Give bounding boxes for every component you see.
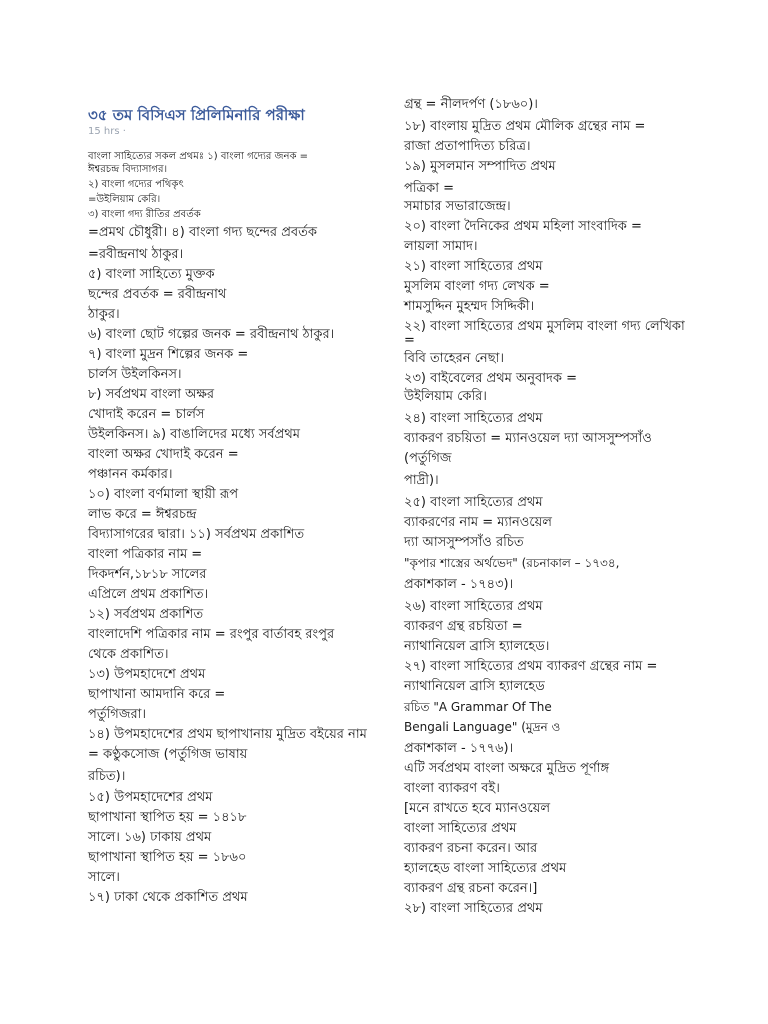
text-line: "কৃপার শাস্ত্রের অর্থভেদ" (রচনাকাল – ১৭৩৪, bbox=[404, 556, 620, 570]
text-line: মুসলিম বাংলা গদ্য লেখক = bbox=[404, 279, 550, 294]
text-line: ঈশ্বরচন্দ্র বিদ্যাসাগর। bbox=[88, 164, 168, 175]
text-line: ন্যাথানিয়েল ব্রাসি হ্যালহেড। bbox=[404, 639, 550, 654]
text-line: ১৯) মুসলমান সম্পাদিত প্রথম bbox=[404, 159, 556, 174]
text-line: বাংলা সাহিত্যের প্রথম bbox=[404, 821, 517, 836]
text-line: সমাচার সভারাজেন্দ্র। bbox=[404, 199, 511, 214]
post-timestamp[interactable]: 15 hrs · bbox=[88, 126, 126, 137]
text-line: ১৭) ঢাকা থেকে প্রকাশিত প্রথম bbox=[88, 890, 248, 905]
text-line: এপ্রিলে প্রথম প্রকাশিত। bbox=[88, 587, 209, 602]
text-line: ২৮) বাংলা সাহিত্যের প্রথম bbox=[404, 901, 543, 916]
text-line: ৩) বাংলা গদ্য রীতির প্রবর্তক bbox=[88, 209, 201, 220]
text-line: বাংলা ব্যাকরণ বই। bbox=[404, 781, 500, 796]
text-line: লায়লা সামাদ। bbox=[404, 239, 478, 254]
text-line: ২৩) বাইবেলের প্রথম অনুবাদক = bbox=[404, 371, 577, 386]
text-line: ৬) বাংলা ছোট গল্পের জনক = রবীন্দ্রনাথ ঠাকুর। bbox=[88, 327, 335, 342]
text-line: [মনে রাখতে হবে ম্যানওয়েল bbox=[404, 801, 551, 816]
text-line: সালে। bbox=[88, 870, 120, 885]
text-line: প্রকাশকাল - ১৭৭৬)। bbox=[404, 741, 514, 756]
text-line: (পর্তুগিজ bbox=[404, 451, 452, 466]
text-line: =প্রমথ চৌধুরী। ৪) বাংলা গদ্য ছন্দের প্রবর্তক bbox=[88, 225, 317, 240]
text-line: পত্রিকা = bbox=[404, 181, 454, 196]
text-line: উইলকিনস। ৯) বাঙালিদের মধ্যে সর্বপ্রথম bbox=[88, 427, 301, 442]
text-line: খোদাই করেন = চার্লস bbox=[88, 407, 205, 422]
text-line: দ্যা আসসুম্পসাঁও রচিত bbox=[404, 535, 524, 550]
text-line: সালে। ১৬) ঢাকায় প্রথম bbox=[88, 830, 212, 845]
text-line: গ্রন্থ = নীলদর্পণ (১৮৬০)। bbox=[404, 97, 538, 112]
text-line: পাদ্রী)। bbox=[404, 473, 439, 488]
text-line: ৫) বাংলা সাহিত্যে মুক্তক bbox=[88, 267, 215, 282]
text-line: লাভ করে = ঈশ্বরচন্দ্র bbox=[88, 507, 197, 522]
text-line: পঞ্চানন কর্মকার। bbox=[88, 467, 173, 482]
text-line: ৭) বাংলা মুদ্রন শিল্পের জনক = bbox=[88, 347, 249, 362]
text-line: রাজা প্রতাপাদিত্য চরিত্র। bbox=[404, 139, 531, 154]
text-line: =রবীন্দ্রনাথ ঠাকুর। bbox=[88, 247, 184, 262]
text-line: রচিত "A Grammar Of The bbox=[404, 700, 552, 714]
text-line: ২২) বাংলা সাহিত্যের প্রথম মুসলিম বাংলা গদ্য লেখিকা bbox=[404, 319, 685, 334]
text-line: ব্যাকরণ গ্রন্থ রচয়িতা = bbox=[404, 619, 523, 634]
text-line: বিবি তাহেরন নেছা। bbox=[404, 351, 504, 366]
text-line: বাংলা অক্ষর খোদাই করেন = bbox=[88, 447, 239, 462]
text-line: উইলিয়াম কেরি। bbox=[404, 389, 487, 404]
text-line: শামসুদ্দিন মুহম্মদ সিদ্দিকী। bbox=[404, 299, 535, 314]
text-line: ছাপাখানা আমদানি করে = bbox=[88, 687, 226, 702]
text-line: বাংলাদেশি পত্রিকার নাম = রংপুর বার্তাবহ রংপুর bbox=[88, 627, 335, 642]
text-line: Bengali Language" (মুদ্রন ও bbox=[404, 720, 561, 734]
text-line: বাংলা সাহিত্যের সকল প্রথমঃ ১) বাংলা গদ্যের জনক = bbox=[88, 151, 308, 162]
text-line: দিকদর্শন,১৮১৮ সালের bbox=[88, 567, 207, 582]
text-line: চার্লস উইলকিনস। bbox=[88, 367, 182, 382]
text-line: বাংলা পত্রিকার নাম = bbox=[88, 547, 203, 562]
text-line: ১৪) উপমহাদেশের প্রথম ছাপাখানায় মুদ্রিত বইয়ের নাম bbox=[88, 727, 367, 742]
text-line: ৮) সর্বপ্রথম বাংলা অক্ষর bbox=[88, 387, 215, 402]
text-line: ব্যাকরণ রচয়িতা = ম্যানওয়েল দ্যা আসসুম্পসাঁও bbox=[404, 431, 652, 446]
text-line: ছাপাখানা স্থাপিত হয় = ১৪১৮ bbox=[88, 810, 247, 825]
text-line: ২১) বাংলা সাহিত্যের প্রথম bbox=[404, 259, 543, 274]
text-line: ২৫) বাংলা সাহিত্যের প্রথম bbox=[404, 495, 543, 510]
text-line: ১৫) উপমহাদেশের প্রথম bbox=[88, 790, 213, 805]
text-line: প্রকাশকাল - ১৭৪৩)। bbox=[404, 577, 514, 592]
text-line: ছাপাখানা স্থাপিত হয় = ১৮৬০ bbox=[88, 850, 247, 865]
text-line: = কণ্ঠুকসোজ (পর্তুগিজ ভাষায় bbox=[88, 747, 248, 762]
text-line: = bbox=[404, 333, 415, 348]
post-title[interactable]: ৩৫ তম বিসিএস প্রিলিমিনারি পরীক্ষা bbox=[88, 106, 305, 124]
text-line: এটি সর্বপ্রথম বাংলা অক্ষরে মুদ্রিত পূর্ণাঙ্গ bbox=[404, 761, 610, 776]
text-line: হ্যালহেড বাংলা সাহিত্যের প্রথম bbox=[404, 861, 567, 876]
text-line: ছন্দের প্রবর্তক = রবীন্দ্রনাথ bbox=[88, 287, 227, 302]
text-line: ব্যাকরণ গ্রন্থ রচনা করেন।] bbox=[404, 881, 538, 896]
text-line: ১৮) বাংলায় মুদ্রিত প্রথম মৌলিক গ্রন্থের নাম = bbox=[404, 119, 646, 134]
text-line: ১০) বাংলা বর্ণমালা স্থায়ী রূপ bbox=[88, 487, 239, 502]
text-line: ন্যাথানিয়েল ব্রাসি হ্যালহেড bbox=[404, 679, 545, 694]
text-line: ২৪) বাংলা সাহিত্যের প্রথম bbox=[404, 411, 543, 426]
text-line: ব্যাকরণের নাম = ম্যানওয়েল bbox=[404, 515, 552, 530]
text-line: ২০) বাংলা দৈনিকের প্রথম মহিলা সাংবাদিক = bbox=[404, 219, 642, 234]
text-line: ২৭) বাংলা সাহিত্যের প্রথম ব্যাকরণ গ্রন্থের নাম = bbox=[404, 659, 658, 674]
text-line: বিদ্যাসাগরের দ্বারা। ১১) সর্বপ্রথম প্রকাশিত bbox=[88, 527, 305, 542]
text-line: ১৩) উপমহাদেশে প্রথম bbox=[88, 667, 206, 682]
text-line: ২৬) বাংলা সাহিত্যের প্রথম bbox=[404, 599, 543, 614]
text-line: রচিত)। bbox=[88, 769, 126, 784]
text-line: পর্তুগিজরা। bbox=[88, 707, 147, 722]
text-line: ১২) সর্বপ্রথম প্রকাশিত bbox=[88, 607, 204, 622]
text-line: থেকে প্রকাশিত। bbox=[88, 647, 169, 662]
text-line: ঠাকুর। bbox=[88, 307, 120, 322]
text-line: ব্যাকরণ রচনা করেন। আর bbox=[404, 841, 538, 856]
text-line: =উইলিয়াম কেরি। bbox=[88, 194, 161, 205]
text-line: ২) বাংলা গদ্যের পথিকৃৎ bbox=[88, 179, 184, 190]
